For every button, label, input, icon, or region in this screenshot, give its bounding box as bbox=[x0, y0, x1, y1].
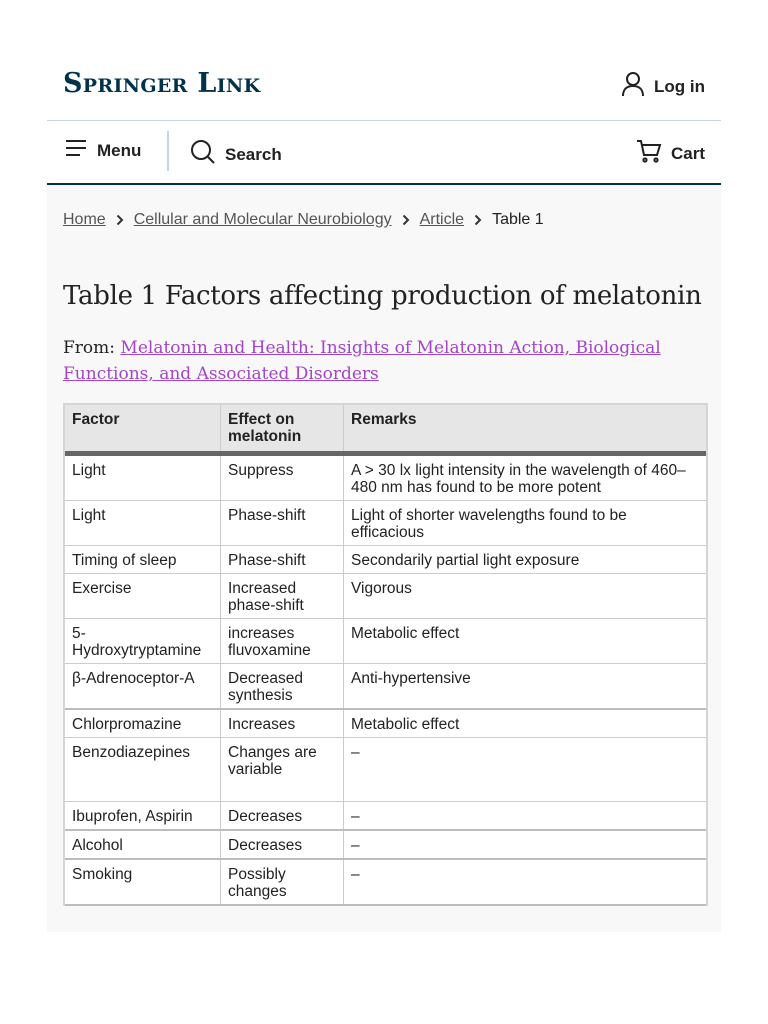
table-row bbox=[65, 546, 706, 574]
cart-button[interactable] bbox=[636, 139, 705, 168]
effect-cell: Possibly changes bbox=[221, 859, 344, 905]
remarks-cell: Anti-hypertensive bbox=[344, 664, 707, 710]
user-icon bbox=[621, 71, 645, 102]
column-header: Factor bbox=[65, 405, 221, 454]
source-article bbox=[63, 335, 703, 387]
effect-cell: Suppress bbox=[221, 454, 344, 501]
remarks-cell: Metabolic effect bbox=[344, 619, 707, 664]
table-row bbox=[65, 802, 706, 831]
source-article-link[interactable]: Melatonin and Health: Insights of Melatonin Action, Biological Functions, and Associated Disorders bbox=[63, 338, 661, 384]
column-header: Remarks bbox=[344, 405, 707, 454]
cart-icon bbox=[636, 139, 662, 168]
remarks-cell: – bbox=[344, 859, 707, 905]
table-row bbox=[65, 664, 706, 710]
table-row bbox=[65, 454, 706, 501]
factor-cell: Exercise bbox=[65, 574, 221, 619]
factor-cell: Smoking bbox=[65, 859, 221, 905]
table-row bbox=[65, 830, 706, 859]
factor-cell: β-Adrenoceptor-A bbox=[65, 664, 221, 710]
page-title: Table 1 Factors affecting production of melatonin bbox=[63, 281, 702, 311]
breadcrumb-home[interactable]: Home bbox=[63, 211, 106, 228]
effect-cell: Changes are variable bbox=[221, 738, 344, 802]
remarks-cell: – bbox=[344, 830, 707, 859]
remarks-cell: A > 30 lx light intensity in the wavelength of 460–480 nm has found to be more potent bbox=[344, 454, 707, 501]
search-icon bbox=[190, 139, 216, 170]
table-row bbox=[65, 619, 706, 664]
chevron-right-icon bbox=[402, 214, 410, 226]
effect-cell: Decreases bbox=[221, 830, 344, 859]
effect-cell: Increased phase-shift bbox=[221, 574, 344, 619]
effect-cell: increases fluvoxamine bbox=[221, 619, 344, 664]
factor-cell: Light bbox=[65, 454, 221, 501]
table-row bbox=[65, 709, 706, 738]
table-row bbox=[65, 859, 706, 905]
menu-button[interactable] bbox=[64, 139, 141, 162]
remarks-cell: – bbox=[344, 738, 707, 802]
effect-cell: Increases bbox=[221, 709, 344, 738]
login-button[interactable] bbox=[621, 71, 705, 102]
effect-cell: Phase-shift bbox=[221, 501, 344, 546]
search-label: Search bbox=[225, 144, 282, 164]
from-prefix: From: bbox=[63, 338, 116, 358]
factor-cell: Chlorpromazine bbox=[65, 709, 221, 738]
cart-label: Cart bbox=[670, 143, 705, 163]
menu-label: Menu bbox=[97, 140, 142, 160]
remarks-cell: Light of shorter wavelengths found to be efficacious bbox=[344, 501, 707, 546]
column-header: Effect on melatonin bbox=[221, 405, 344, 454]
brand-bar bbox=[47, 56, 721, 121]
table-header-row bbox=[65, 405, 706, 454]
breadcrumb-current: Table 1 bbox=[492, 211, 544, 228]
factors-table bbox=[63, 403, 708, 906]
search-button[interactable] bbox=[190, 139, 282, 170]
effect-cell: Phase-shift bbox=[221, 546, 344, 574]
table-row bbox=[65, 738, 706, 802]
nav-divider bbox=[167, 131, 169, 171]
remarks-cell: Secondarily partial light exposure bbox=[344, 546, 707, 574]
nav-bar bbox=[47, 121, 721, 185]
remarks-cell: Metabolic effect bbox=[344, 709, 707, 738]
factor-cell: Ibuprofen, Aspirin bbox=[65, 802, 221, 831]
factor-cell: Light bbox=[65, 501, 221, 546]
data-table bbox=[65, 405, 706, 906]
remarks-cell: Vigorous bbox=[344, 574, 707, 619]
breadcrumb bbox=[63, 211, 544, 229]
springer-link-logo[interactable]: Springer Link bbox=[63, 68, 261, 99]
table-row bbox=[65, 501, 706, 546]
factor-cell: Alcohol bbox=[65, 830, 221, 859]
breadcrumb-journal[interactable]: Cellular and Molecular Neurobiology bbox=[133, 211, 392, 228]
factor-cell: Benzodiazepines bbox=[65, 738, 221, 802]
factor-cell: 5-Hydroxytryptamine bbox=[65, 619, 221, 664]
chevron-right-icon bbox=[474, 214, 482, 226]
factor-cell: Timing of sleep bbox=[65, 546, 221, 574]
effect-cell: Decreased synthesis bbox=[221, 664, 344, 710]
table-body bbox=[65, 454, 706, 906]
hamburger-icon bbox=[64, 139, 88, 162]
login-label: Log in bbox=[654, 76, 705, 96]
remarks-cell: – bbox=[344, 802, 707, 831]
effect-cell: Decreases bbox=[221, 802, 344, 831]
chevron-right-icon bbox=[116, 214, 124, 226]
breadcrumb-article[interactable]: Article bbox=[419, 211, 465, 228]
main-content bbox=[47, 185, 721, 932]
table-row bbox=[65, 574, 706, 619]
